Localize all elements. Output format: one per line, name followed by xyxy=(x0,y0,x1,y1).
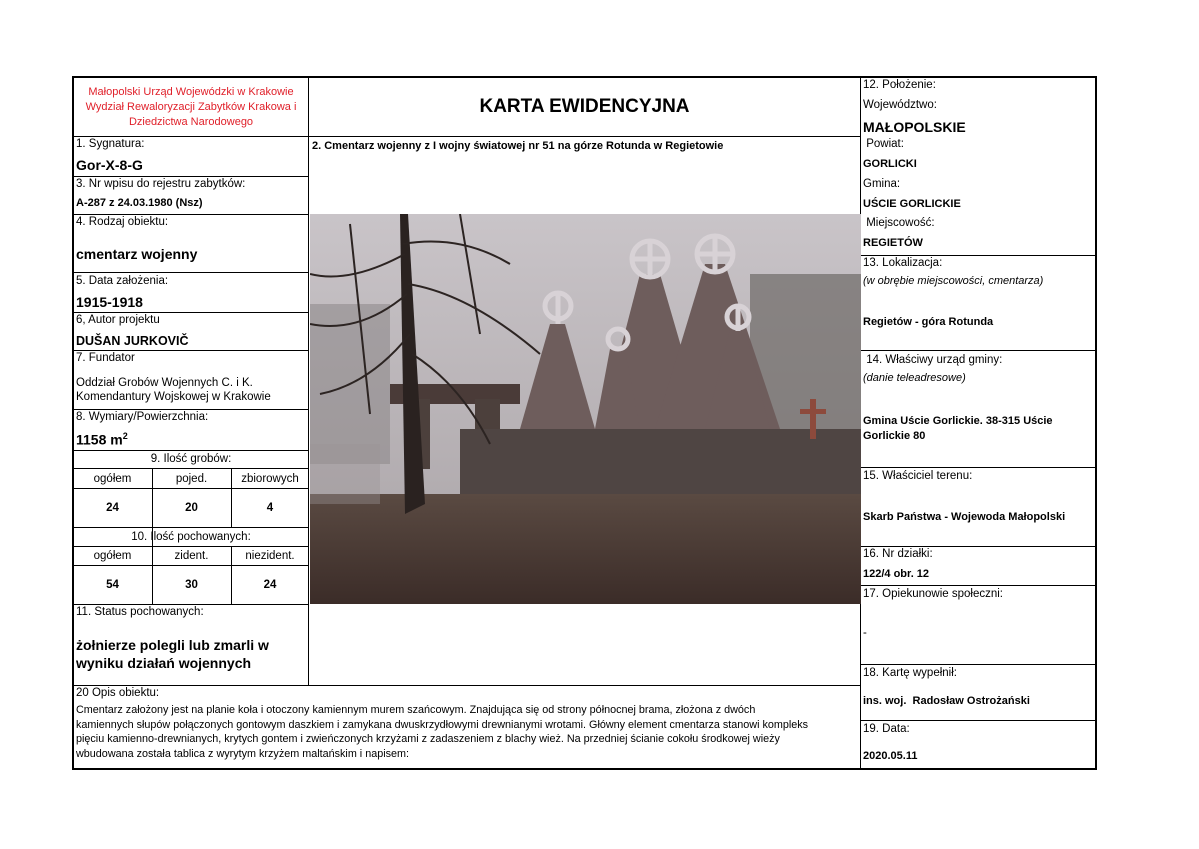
graves-header-single: pojed. xyxy=(175,473,208,485)
owner-value: Skarb Państwa - Wojewoda Małopolski xyxy=(863,511,1066,523)
buried-unidentified: 24 xyxy=(263,579,277,591)
area-value xyxy=(76,431,128,448)
date-value: 2020.05.11 xyxy=(863,750,918,762)
graves-total: 24 xyxy=(106,502,119,514)
founded-value: 1915-1918 xyxy=(76,294,143,310)
filled-value: ins. woj. Radosław Ostrożański xyxy=(863,695,1030,707)
voivodeship-value: MAŁOPOLSKIE xyxy=(863,119,966,135)
description-line: Cmentarz założony jest na planie koła i otoczony kamiennym murem szańcowym. Znajdująca się od strony północnej brama, złożona z dwóch xyxy=(76,704,756,716)
voivodeship-label: Województwo: xyxy=(863,99,937,111)
type-label: 4. Rodzaj obiektu: xyxy=(76,216,169,228)
locality-value: REGIETÓW xyxy=(863,237,923,249)
description-text xyxy=(76,703,860,761)
cemetery-photo xyxy=(310,214,861,604)
area-unit-exponent: 2 xyxy=(122,431,128,441)
graves-header-total: ogółem xyxy=(93,473,132,485)
founded-label: 5. Data założenia: xyxy=(76,275,169,287)
plot-label: 16. Nr działki: xyxy=(863,548,933,560)
office-label: 14. Właściwy urząd gminy: xyxy=(863,354,1003,366)
founder-value-line1: Oddział Grobów Wojennych C. i K. xyxy=(76,377,253,389)
type-value: cmentarz wojenny xyxy=(76,246,198,262)
locality-label: Miejscowość: xyxy=(863,217,935,229)
county-value: GORLICKI xyxy=(863,158,917,170)
status-label: 11. Status pochowanych: xyxy=(76,606,204,618)
office-line1: Gmina Uście Gorlickie. 38-315 Uście xyxy=(863,415,1053,427)
buried-total: 54 xyxy=(106,579,119,591)
institution-line: Wydział Rewaloryzacji Zabytków Krakowa i xyxy=(85,101,297,113)
commune-value: UŚCIE GORLICKIE xyxy=(863,198,961,210)
buried-header-unidentified: niezident. xyxy=(245,550,295,562)
buried-header-identified: zident. xyxy=(174,550,209,562)
office-line2: Gorlickie 80 xyxy=(863,430,926,442)
plot-value: 122/4 obr. 12 xyxy=(863,568,930,580)
commune-label: Gmina: xyxy=(863,178,901,190)
office-hint: (danie teleadresowe) xyxy=(863,372,966,384)
graves-header-collective: zbiorowych xyxy=(241,473,299,485)
institution-line: Dziedzictwa Narodowego xyxy=(128,116,254,128)
description-line: pięciu kamienno-drewnianych, krytych gontem i zwieńczonych krzyżami z zadaszeniem z blachy wież. Na przedniej ścianie cokołu środkowej wieży xyxy=(76,733,780,745)
area-number: 1158 m xyxy=(76,431,123,448)
buried-identified: 30 xyxy=(185,579,198,591)
localization-label: 13. Lokalizacja: xyxy=(863,257,943,269)
graves-label: 9. Ilość grobów: xyxy=(150,453,232,465)
status-value-line1: żołnierze polegli lub zmarli w xyxy=(76,637,269,653)
institution-line: Małopolski Urząd Wojewódzki w Krakowie xyxy=(88,86,294,98)
description-label: 20 Opis obiektu: xyxy=(76,687,160,699)
card-title: KARTA EWIDENCYJNA xyxy=(479,96,690,117)
signature-label: 1. Sygnatura: xyxy=(76,138,145,150)
county-label: Powiat: xyxy=(863,138,904,150)
founder-value-line2: Komendantury Wojskowej w Krakowie xyxy=(76,391,271,403)
owner-label: 15. Właściciel terenu: xyxy=(863,470,973,482)
description-line: kamiennych słupów połączonych gontowym daszkiem i zamykana dwuskrzydłowymi drewnianymi wrotami. Główny element cmentarza stanowi kompleks xyxy=(76,718,809,731)
guardians-value: - xyxy=(863,627,867,639)
date-label: 19. Data: xyxy=(863,723,910,735)
status-value-line2: wyniku działań wojennych xyxy=(76,655,252,671)
founder-label: 7. Fundator xyxy=(76,352,135,364)
buried-label: 10. Ilość pochowanych: xyxy=(131,531,251,543)
localization-value: Regietów - góra Rotunda xyxy=(863,316,994,328)
institution-header xyxy=(74,85,308,130)
object-name: 2. Cmentarz wojenny z I wojny światowej nr 51 na górze Rotunda w Regietowie xyxy=(312,140,724,152)
author-value: DUŠAN JURKOVIČ xyxy=(76,334,189,348)
filled-label: 18. Kartę wypełnił: xyxy=(863,667,957,679)
graves-single: 20 xyxy=(185,502,198,514)
area-label: 8. Wymiary/Powierzchnia: xyxy=(76,411,209,423)
buried-header-total: ogółem xyxy=(93,550,132,562)
guardians-label: 17. Opiekunowie społeczni: xyxy=(863,588,1003,600)
location-label: 12. Położenie: xyxy=(863,79,936,91)
author-label: 6, Autor projektu xyxy=(76,314,160,326)
signature-value: Gor-X-8-G xyxy=(76,157,143,173)
localization-hint: (w obrębie miejscowości, cmentarza) xyxy=(863,275,1044,287)
register-value: A-287 z 24.03.1980 (Nsz) xyxy=(76,197,203,209)
description-line: wbudowana została tablica z wyrytym krzyżem maltańskim i napisem: xyxy=(76,747,410,760)
graves-collective: 4 xyxy=(266,502,274,514)
register-label: 3. Nr wpisu do rejestru zabytków: xyxy=(76,178,246,190)
